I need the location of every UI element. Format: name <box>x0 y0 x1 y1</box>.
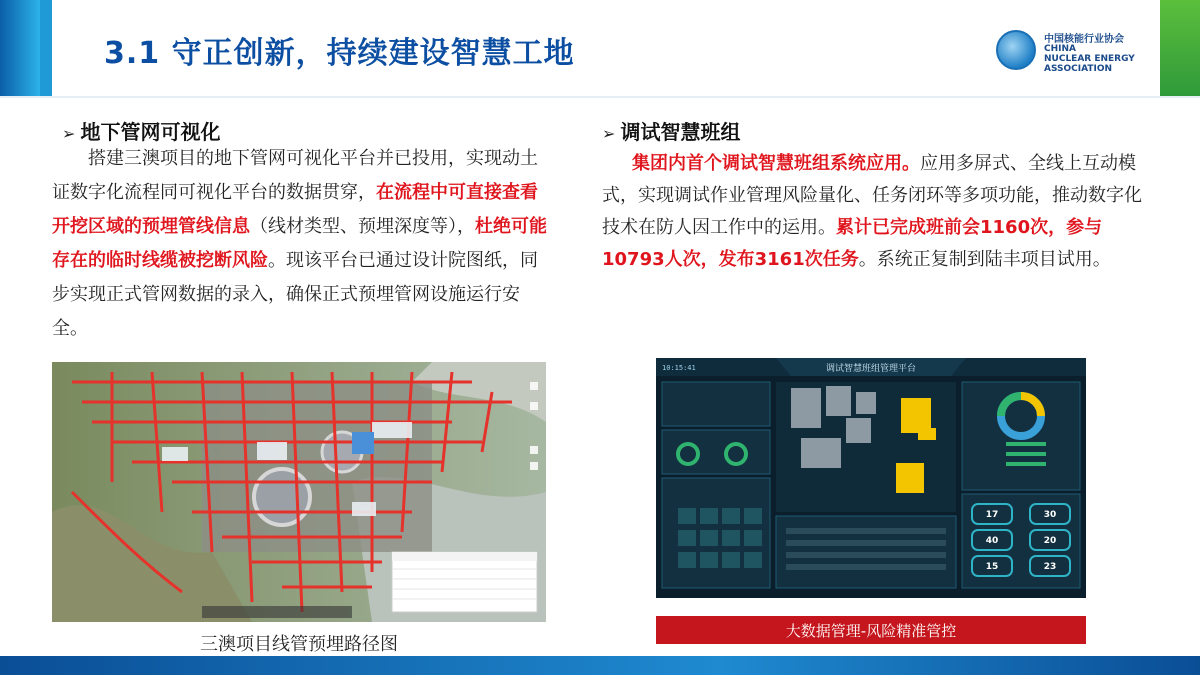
cnea-logo-icon <box>996 30 1036 70</box>
dash-time: 10:15:41 <box>662 364 696 372</box>
right-highlight-1: 集团内首个调试智慧班组系统应用。 <box>632 153 920 174</box>
dashboard-image <box>656 358 1086 598</box>
right-text-2: 。系统正复制到陆丰项目试用。 <box>858 249 1111 270</box>
right-paragraph <box>602 148 1154 276</box>
page-title: 3.1 守正创新，持续建设智慧工地 <box>104 36 575 71</box>
header-left-stripe <box>40 0 52 96</box>
logo-cn-text: 中国核能行业协会 <box>1044 34 1124 45</box>
map-caption: 三澳项目线管预埋路径图 <box>200 634 398 655</box>
pipeline-map-image <box>52 362 546 622</box>
left-text-2: （线材类型、预埋深度等）， <box>250 216 475 237</box>
right-text-1: 应用多屏式、全线上互动模式，实现调试作业管理风险量化、任务闭环等多项功能，推动数字化技术在防人因工作中的运用。 <box>602 153 1142 238</box>
header-divider <box>0 96 1200 98</box>
left-highlight-2: 杜绝可能存在的临时线缆被挖断风险 <box>52 216 547 271</box>
dash-stat-3: 40 <box>985 536 999 546</box>
left-highlight-1: 在流程中可直接查看开挖区域的预埋管线信息 <box>52 182 538 237</box>
map-illustration <box>52 362 546 622</box>
left-heading-text: 地下管网可视化 <box>80 120 221 144</box>
right-section-heading <box>602 116 741 145</box>
left-text-3: 。现该平台已通过设计院图纸，同步实现正式管网数据的录入，确保正式预埋管网设施运行安全。 <box>52 250 538 339</box>
right-heading-text: 调试智慧班组 <box>620 120 741 144</box>
dash-stat-2: 30 <box>1043 510 1057 520</box>
header-left-accent <box>0 0 40 96</box>
logo-en-text: CHINA NUCLEAR ENERGY ASSOCIATION <box>1044 44 1135 74</box>
dash-stat-1: 17 <box>985 510 999 520</box>
chevron-right-icon: ➢ <box>62 124 76 143</box>
footer-band <box>0 656 1200 675</box>
dash-stat-4: 20 <box>1043 536 1057 546</box>
left-paragraph <box>52 142 548 346</box>
left-text-1: 搭建三澳项目的地下管网可视化平台并已投用，实现动土证数字化流程同可视化平台的数据贯穿， <box>52 148 538 203</box>
chevron-right-icon: ➢ <box>602 124 616 143</box>
dash-stat-6: 23 <box>1043 562 1057 572</box>
left-section-heading <box>62 116 221 145</box>
dashboard-illustration <box>656 358 1086 598</box>
right-highlight-2: 累计已完成班前会1160次，参与10793人次，发布3161次任务 <box>602 217 1103 270</box>
dash-title: 调试智慧班组管理平台 <box>825 364 917 374</box>
header-right-accent <box>1160 0 1200 96</box>
dash-stat-5: 15 <box>985 562 999 572</box>
dashboard-caption: 大数据管理-风险精准管控 <box>785 622 957 640</box>
